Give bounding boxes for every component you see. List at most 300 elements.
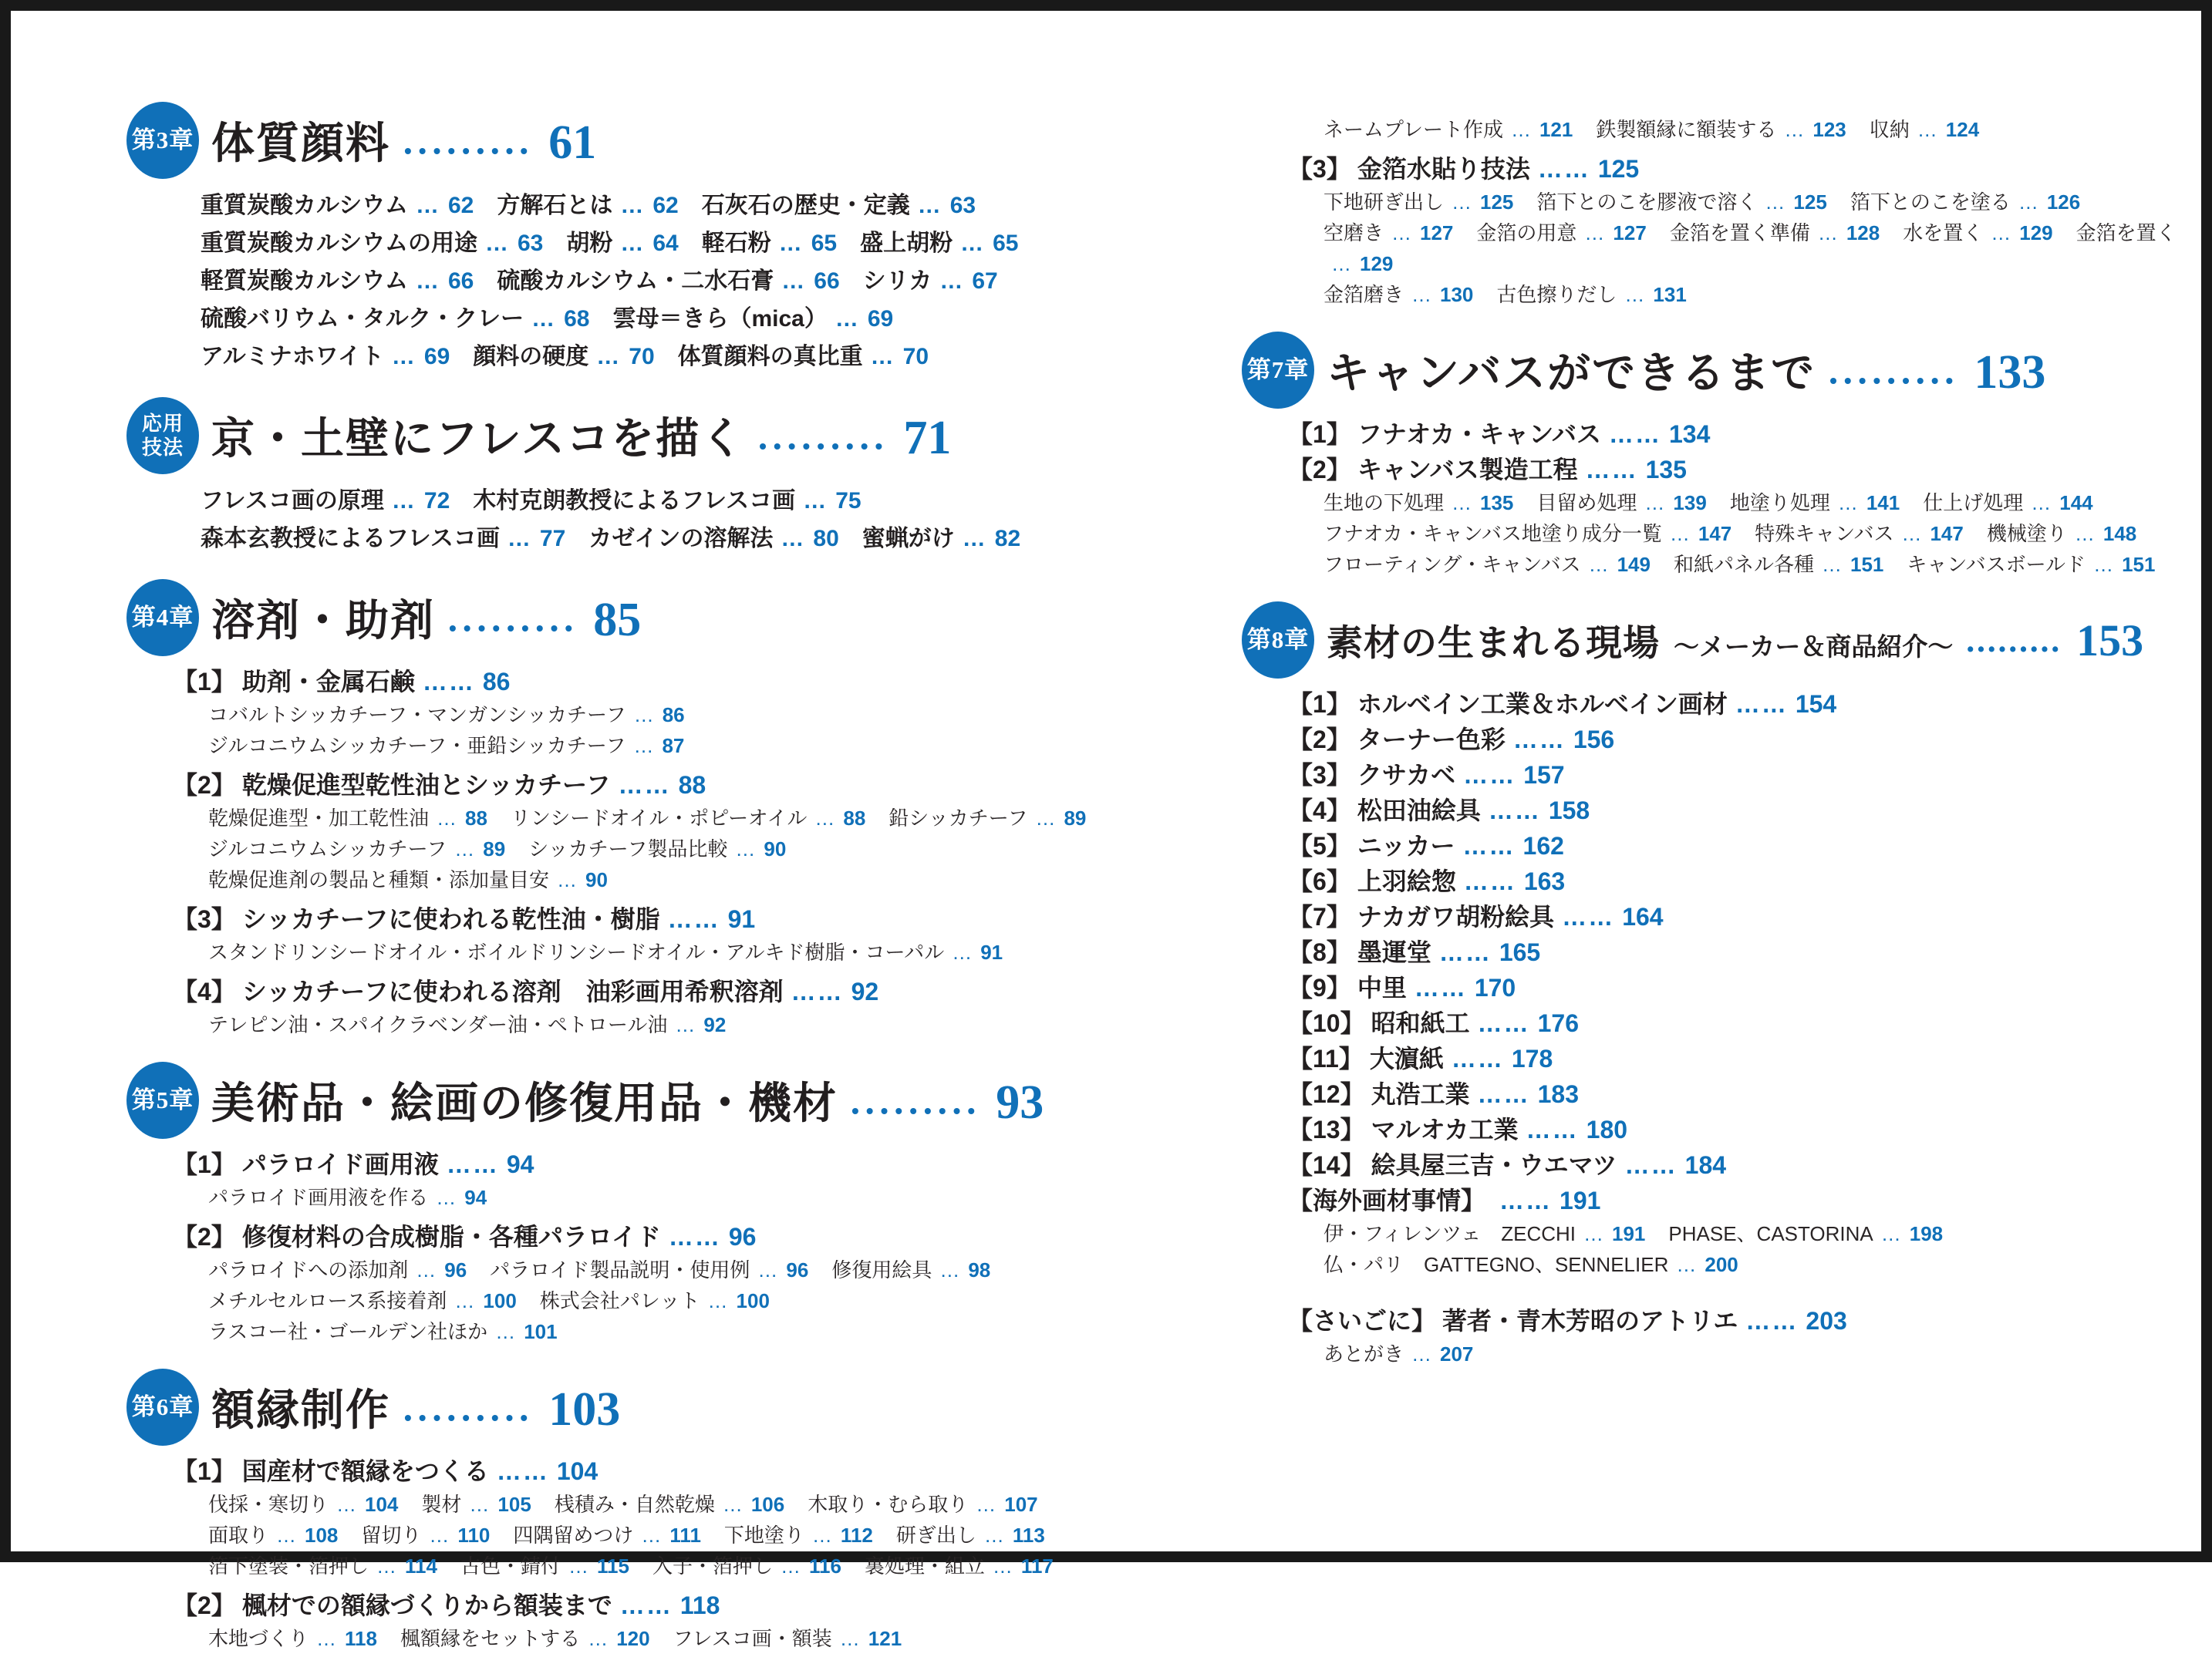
entry-label: アルミナホワイト (201, 344, 384, 369)
entry-prefix: 【4】 (1288, 797, 1351, 824)
entry-label: 修復材料の合成樹脂・各種パラロイド (241, 1223, 661, 1251)
entry-pair (889, 807, 1086, 830)
page-number: 86 (482, 668, 511, 696)
entry-prefix: 【8】 (1288, 938, 1351, 966)
dot-leader: … (316, 1627, 338, 1650)
entry-pair (1357, 761, 1565, 789)
toc-entry (208, 1255, 1206, 1285)
toc-entry (1288, 1147, 2206, 1183)
entry-pair (201, 344, 450, 369)
toc-entry (208, 1489, 1206, 1520)
page-number: 125 (1597, 155, 1640, 183)
entry-pair (208, 1258, 467, 1282)
entry-pair (860, 231, 1018, 256)
chapter-header (1242, 330, 2206, 410)
toc-column-left (126, 100, 1206, 1674)
dot-leader: …… (1499, 1187, 1553, 1214)
toc-entry (208, 1316, 1206, 1347)
entry-prefix: 【12】 (1288, 1080, 1365, 1108)
chapter-page-number: 133 (1974, 346, 2046, 399)
page-number: 124 (1945, 118, 1980, 141)
toc-entry (1288, 1303, 2206, 1339)
dot-leader: …… (422, 668, 475, 696)
entry-label: 金箔の用意 (1476, 221, 1577, 244)
page-number: 88 (843, 807, 866, 830)
entry-prefix: 【2】 (1288, 726, 1351, 753)
chapter-badge-label: 第5章 (131, 1086, 194, 1113)
entry-label: ラスコー社・ゴールデン社ほか (208, 1320, 488, 1343)
toc-entry (1288, 1041, 2206, 1076)
page-number: 134 (1668, 420, 1711, 448)
toc-entry (1288, 970, 2206, 1005)
page-number: 118 (345, 1627, 377, 1650)
entry-label: 鉄製額縁に額装する (1596, 118, 1777, 141)
entry-label: 硫酸カルシウム・二水石膏 (497, 268, 774, 294)
entry-pair (1357, 155, 1639, 183)
entry-label: 方解石とは (497, 193, 613, 218)
entry-pair (1357, 974, 1516, 1002)
entry-pair (400, 1627, 650, 1650)
toc-entry (208, 834, 1206, 864)
chapter-title: 額縁制作 (211, 1387, 390, 1435)
page-number: 125 (1480, 190, 1514, 214)
entry-prefix: 【1】 (173, 1150, 236, 1178)
toc-entry (1288, 793, 2206, 828)
entry-pair (490, 1258, 808, 1282)
entry-pair (528, 837, 786, 861)
dot-leader: … (415, 193, 440, 218)
page-number: 62 (447, 193, 474, 218)
dot-leader: … (596, 344, 622, 369)
entry-pair (1903, 221, 2052, 244)
entry-pair (724, 1524, 873, 1547)
dot-leader: … (416, 1258, 437, 1282)
entry-pair (896, 1524, 1045, 1547)
dot-leader: …… (618, 771, 671, 799)
toc-entry (1288, 1005, 2206, 1041)
entry-prefix: 【1】 (173, 1457, 236, 1485)
toc-entry (173, 1219, 1206, 1255)
page-number: 129 (1360, 252, 1394, 275)
entry-label: 助剤・金属石鹸 (241, 668, 415, 696)
entry-pair (242, 978, 878, 1005)
dot-leader: … (976, 1493, 997, 1516)
entry-pair (421, 1493, 531, 1516)
chapter-badge (1242, 332, 1314, 409)
page-number: 75 (835, 488, 862, 514)
page-number: 91 (980, 941, 1003, 964)
page-number: 92 (851, 978, 879, 1005)
entry-pair (555, 1493, 784, 1516)
entry-prefix: 【3】 (1288, 155, 1351, 183)
entry-pair (612, 306, 893, 332)
dot-leader: … (1880, 1222, 1902, 1245)
entry-pair (201, 526, 565, 551)
entry-label: リンシードオイル・ポピーオイル (510, 807, 808, 830)
toc-section (126, 1367, 1206, 1654)
entry-pair (497, 193, 678, 218)
page-number: 120 (616, 1627, 650, 1650)
toc-entry (1288, 899, 2206, 935)
entry-prefix: 【4】 (173, 978, 236, 1005)
dot-leader: …… (1477, 1009, 1530, 1037)
entry-label: 古色擦りだし (1496, 283, 1617, 306)
toc-section (126, 100, 1206, 376)
chapter-title-suffix: ～メーカー＆商品紹介～ (1674, 633, 1954, 662)
entry-pair (208, 1554, 437, 1578)
toc-entry (1323, 217, 2206, 248)
page-number: 176 (1537, 1009, 1580, 1037)
dot-leader: … (1669, 522, 1691, 545)
page-number: 82 (994, 526, 1021, 551)
page-number: 123 (1812, 118, 1846, 141)
toc-entry (173, 901, 1206, 937)
dot-leader: … (2018, 190, 2039, 214)
dot-leader: … (952, 941, 973, 964)
entry-label: ニッカー (1357, 832, 1455, 860)
dot-leader: … (1510, 118, 1532, 141)
entry-pair (201, 488, 450, 514)
page-number: 113 (1012, 1524, 1045, 1547)
toc-entry (1288, 686, 2206, 722)
entry-pair (242, 771, 706, 799)
entry-label: 乾燥促進型乾性油とシッカチーフ (241, 771, 611, 799)
page-number: 135 (1645, 456, 1687, 483)
toc-entry (208, 1551, 1206, 1581)
chapter-title-line (1327, 615, 2143, 666)
page-number: 184 (1684, 1151, 1727, 1179)
entry-pair (1371, 1080, 1579, 1108)
entry-label: 昭和紙工 (1371, 1009, 1470, 1037)
dot-leader: … (983, 1524, 1005, 1547)
dot-leader: …… (1438, 938, 1492, 966)
dot-leader: … (391, 488, 416, 514)
entry-pair (242, 1150, 534, 1178)
page-number: 86 (662, 703, 685, 726)
entry-prefix: 【1】 (1288, 690, 1351, 718)
entry-prefix: 【13】 (1288, 1116, 1365, 1144)
chapter-title-line (211, 587, 641, 648)
page-number: 70 (902, 344, 929, 369)
toc-section (126, 396, 1206, 557)
dot-leader: …… (1512, 726, 1566, 753)
dot-leader: … (620, 231, 646, 256)
chapter-title: 溶剤・助剤 (211, 598, 435, 645)
dot-leader: … (531, 306, 557, 332)
entry-pair (1987, 522, 2136, 545)
dot-leader: … (391, 344, 416, 369)
chapter-page-number: 93 (996, 1076, 1044, 1129)
entry-pair (1323, 221, 1453, 244)
dot-leader: … (722, 1493, 744, 1516)
entry-prefix: 【海外画材事情】 (1288, 1187, 1486, 1214)
entry-label: 硫酸バリウム・タルク・クレー (201, 306, 524, 332)
page-number: 203 (1806, 1307, 1847, 1335)
entry-label: パラロイド製品説明・使用例 (490, 1258, 750, 1282)
entry-label: ナカガワ胡粉絵具 (1357, 903, 1555, 931)
toc-entry (208, 699, 1206, 730)
page-number: 121 (1539, 118, 1573, 141)
entry-label: 株式会社パレット (539, 1289, 700, 1312)
toc-entry (1323, 114, 2206, 145)
entry-label: 伊・フィレンツェ ZECCHI (1323, 1222, 1576, 1245)
page-number: 90 (764, 837, 787, 861)
dot-leader: … (781, 268, 807, 294)
toc-entry (208, 1520, 1206, 1551)
entry-label: 楓額縁をセットする (400, 1627, 581, 1650)
dot-leader: … (1452, 190, 1473, 214)
dot-leader: …… (1537, 155, 1590, 183)
dot-leader: …… (791, 978, 844, 1005)
toc-entry (173, 1453, 1206, 1489)
page-number: 80 (813, 526, 839, 551)
entry-pair (1476, 221, 1646, 244)
page-number: 105 (497, 1493, 531, 1516)
dot-leader: … (757, 1258, 779, 1282)
chapter-title: 美術品・絵画の修復用品・機材 (211, 1080, 838, 1128)
page-number: 65 (993, 231, 1019, 256)
dot-leader: … (568, 1554, 589, 1578)
entry-pair (1323, 491, 1513, 514)
dot-leader: … (454, 837, 476, 861)
page-number: 110 (457, 1524, 491, 1547)
entry-label: 修復用絵具 (831, 1258, 932, 1282)
entry-prefix: 【2】 (173, 1591, 236, 1619)
entry-label: 入子・箔押し (652, 1554, 773, 1578)
chapter-page-number: 103 (548, 1383, 621, 1436)
entry-pair (242, 668, 511, 696)
dot-leader: …… (496, 1457, 549, 1485)
dot-leader: … (939, 1258, 961, 1282)
dot-leader: … (735, 837, 757, 861)
entry-label: 裏処理・組立 (864, 1554, 985, 1578)
page-number: 104 (365, 1493, 399, 1516)
dot-leader: … (1901, 522, 1923, 545)
dot-leader: …… (1562, 903, 1615, 931)
toc-entry (1288, 1076, 2206, 1112)
toc-entry (208, 1623, 1206, 1654)
dot-leader: … (2031, 491, 2052, 514)
page-number: 178 (1511, 1045, 1553, 1073)
chapter-title-line (211, 405, 951, 466)
page-number: 64 (652, 231, 679, 256)
page-number: 72 (423, 488, 450, 514)
chapter-badge-label: 第8章 (1246, 626, 1310, 653)
chapter-badge (1242, 601, 1314, 679)
page-number: 151 (1850, 553, 1884, 576)
dot-leader: … (436, 1186, 457, 1209)
page-number: 149 (1617, 553, 1651, 576)
toc-section (126, 578, 1206, 1040)
entry-pair (588, 526, 838, 551)
page-number: 96 (444, 1258, 467, 1282)
toc-entry (208, 1182, 1206, 1213)
entry-pair (1323, 118, 1573, 141)
dot-leader: … (1765, 190, 1786, 214)
toc-entry (201, 520, 1206, 557)
chapter-title: 素材の生まれる現場 (1327, 623, 1660, 664)
chapter-title-line (211, 109, 596, 171)
entry-label: 乾燥促進剤の製品と種類・添加量目安 (208, 868, 550, 891)
dot-leader: … (1391, 221, 1413, 244)
toc-entry (208, 1285, 1206, 1316)
dot-leader: …… (1585, 456, 1638, 483)
dot-leader: … (276, 1524, 298, 1547)
dot-leader: … (429, 1524, 450, 1547)
dot-leader: … (1917, 118, 1938, 141)
entry-label: PHASE、CASTORINA (1668, 1222, 1873, 1245)
page-number: 89 (1064, 807, 1087, 830)
entry-prefix: 【2】 (173, 1223, 236, 1251)
entry-label: 重質炭酸カルシウム (201, 193, 408, 218)
page-number: 148 (2102, 522, 2137, 545)
page-number: 89 (483, 837, 506, 861)
entry-label: 研ぎ出し (895, 1524, 976, 1547)
page-number: 68 (564, 306, 590, 332)
page-number: 96 (786, 1258, 809, 1282)
entry-label: 軽質炭酸カルシウム (201, 268, 408, 294)
entry-pair (652, 1554, 841, 1578)
dot-leader: … (336, 1493, 358, 1516)
entry-label: 中里 (1357, 974, 1407, 1002)
page-number: 163 (1523, 867, 1566, 895)
entry-label: シッカチーフに使われる乾性油・樹脂 (241, 905, 660, 933)
entry-pair (208, 734, 684, 757)
entry-pair (1670, 221, 1880, 244)
leader-dots: ••••••••• (759, 434, 890, 458)
toc-entry (173, 1588, 1206, 1623)
dot-leader: …… (1488, 797, 1541, 824)
entry-label: 丸浩工業 (1371, 1080, 1470, 1108)
entry-pair (702, 193, 976, 218)
page-number: 69 (423, 344, 450, 369)
page-number: 139 (1673, 491, 1707, 514)
dot-leader: … (1837, 491, 1859, 514)
page-number: 91 (727, 905, 756, 933)
chapter-title: 京・土壁にフレスコを描く (211, 416, 746, 463)
toc-entry (201, 482, 1206, 520)
page-number: 131 (1653, 283, 1687, 306)
page-number: 156 (1573, 726, 1615, 753)
toc-column-right (1242, 114, 2206, 1389)
dot-leader: … (1784, 118, 1806, 141)
dot-leader: … (1583, 1222, 1605, 1245)
toc-entry (1288, 1112, 2206, 1147)
page-number: 129 (2019, 221, 2053, 244)
entry-pair (1357, 832, 1564, 860)
entry-label: 空磨き (1323, 221, 1384, 244)
entry-pair (473, 344, 654, 369)
dot-leader: … (1035, 807, 1057, 830)
page-number: 96 (728, 1223, 757, 1251)
toc-entry (1288, 864, 2206, 899)
page-number: 207 (1440, 1342, 1474, 1366)
entry-label: 桟積み・自然乾燥 (554, 1493, 715, 1516)
toc-entry (1323, 248, 2206, 279)
page-number: 77 (539, 526, 566, 551)
entry-pair (208, 1320, 558, 1343)
entry-pair (208, 1493, 398, 1516)
toc-entry (173, 974, 1206, 1009)
page-number: 104 (556, 1457, 599, 1485)
entry-label: 生地の下処理 (1323, 491, 1445, 514)
chapter-badge-label: 技法 (141, 436, 184, 459)
page-number: 158 (1548, 797, 1590, 824)
entry-pair (242, 905, 755, 933)
entry-label: 大濵紙 (1369, 1045, 1444, 1073)
entry-label: ホルベイン工業＆ホルベイン画材 (1357, 690, 1728, 718)
toc-entry (1323, 1218, 2206, 1249)
entry-label: 収納 (1869, 118, 1910, 141)
entry-label: 盛上胡粉 (860, 231, 953, 256)
entry-label: 留切り (361, 1524, 422, 1547)
dot-leader: … (437, 807, 458, 830)
page-number: 128 (1846, 221, 1880, 244)
entry-label: 下地塗り (723, 1524, 804, 1547)
dot-leader: … (376, 1554, 398, 1578)
chapter-header (126, 396, 1206, 476)
dot-leader: …… (668, 1223, 721, 1251)
page-number: 191 (1560, 1187, 1601, 1214)
dot-leader: …… (1463, 761, 1516, 789)
entry-label: 金箔磨き (1323, 283, 1404, 306)
toc-entry (173, 664, 1206, 699)
dot-leader: … (780, 1554, 801, 1578)
toc-entry (201, 224, 1206, 262)
dot-leader: … (633, 734, 655, 757)
entry-label: 楓材での額縁づくりから額装まで (241, 1591, 612, 1619)
page-number: 112 (840, 1524, 873, 1547)
dot-leader: …… (1624, 1151, 1678, 1179)
chapter-page-number: 85 (593, 594, 642, 646)
toc-entry (173, 1147, 1206, 1182)
entry-label: フナオカ・キャンバス (1357, 420, 1601, 448)
entry-label: 雲母＝きら（mica） (612, 306, 828, 332)
chapter-page-number: 71 (903, 412, 952, 464)
entry-label: 目留め処理 (1536, 491, 1637, 514)
page-number: 65 (811, 231, 838, 256)
entry-prefix: 【2】 (1288, 456, 1351, 483)
entry-label: パラロイド画用液 (241, 1150, 439, 1178)
page-number: 107 (1004, 1493, 1038, 1516)
chapter-badge-label: 第4章 (131, 604, 194, 631)
page-number: 115 (596, 1554, 629, 1578)
entry-pair (513, 1524, 701, 1547)
dot-leader: … (1644, 491, 1666, 514)
dot-leader: …… (1608, 420, 1661, 448)
entry-prefix: 【6】 (1288, 867, 1351, 895)
leader-dots: ••••••••• (404, 1406, 535, 1430)
toc-entry (1323, 279, 2206, 310)
page-number: 100 (483, 1289, 517, 1312)
dot-leader: … (1817, 221, 1839, 244)
entry-label: スタンドリンシードオイル・ボイルドリンシードオイル・アルキド樹脂・コーパル (208, 941, 945, 964)
entry-label: 箔下とのこを塗る (1850, 190, 2011, 214)
entry-label: フローティング・キャンバス (1323, 553, 1581, 576)
dot-leader: … (962, 526, 987, 551)
chapter-badge-label: 応用 (141, 413, 184, 435)
entry-pair (865, 1554, 1054, 1578)
toc-section (1242, 330, 2206, 580)
dot-leader: … (1331, 252, 1352, 275)
chapter-title-line (211, 1069, 1044, 1131)
entry-pair (1323, 283, 1473, 306)
entry-pair (1850, 190, 2080, 214)
toc-entry (1323, 1249, 2206, 1280)
chapter-title-line (1327, 339, 2045, 401)
dot-leader: … (814, 807, 836, 830)
entry-pair (1668, 1222, 1943, 1245)
